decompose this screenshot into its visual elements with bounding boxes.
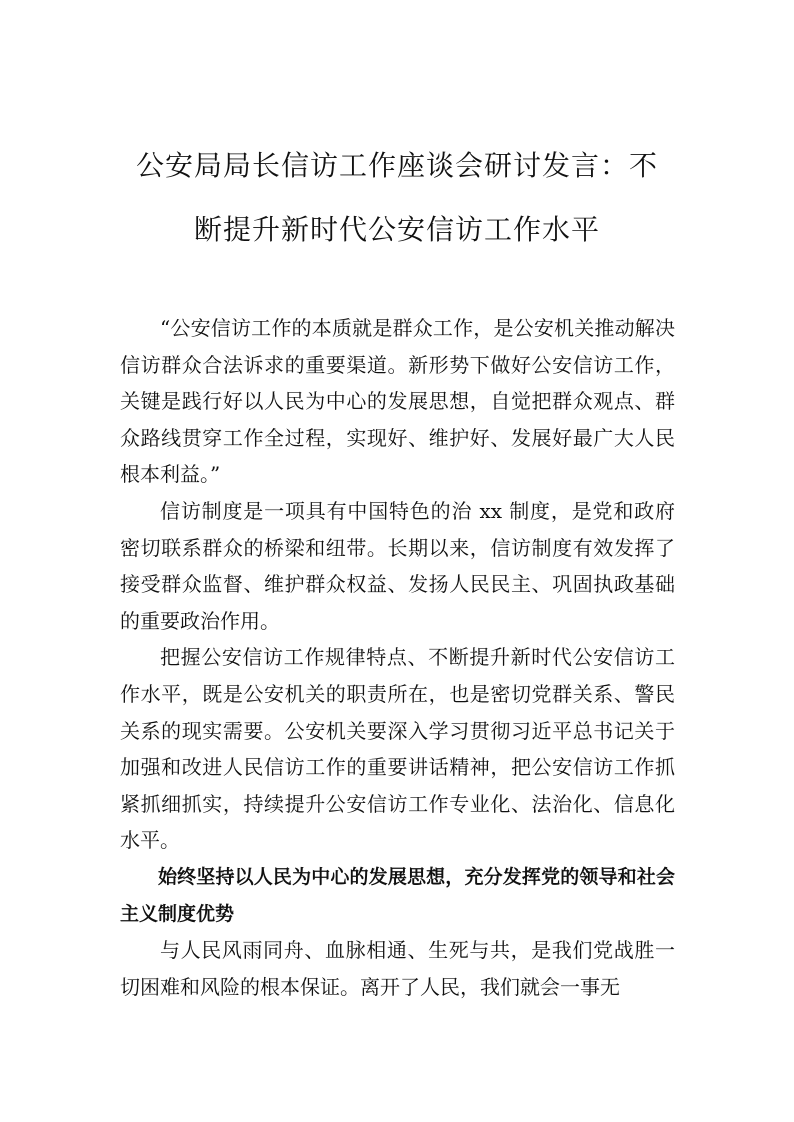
document-body (120, 310, 675, 1005)
document-title-line-2: 断提升新时代公安信访工作水平 (193, 213, 600, 246)
body-paragraph-work-level: 把握公安信访工作规律特点、不断提升新时代公安信访工作水平，既是公安机关的职责所在，也是密切党群关系、警民关系的现实需要。公安机关要深入学习贯彻习近平总书记关于加强和改进人民信访工作的重要讲话精神，把公安信访工作抓紧抓细抓实，持续提升公安信访工作专业化、法治化、信息化水平。 (120, 645, 675, 853)
section-paragraph: 与人民风雨同舟、血脉相通、生死与共，是我们党战胜一切困难和风险的根本保证。离开了人民，我们就会一事无 (120, 938, 675, 999)
body-paragraph-petition-system: 信访制度是一项具有中国特色的治 xx 制度，是党和政府密切联系群众的桥梁和纽带。长期以来，信访制度有效发挥了接受群众监督、维护群众权益、发扬人民民主、巩固执政基础的重要政治作用。 (120, 498, 675, 633)
body-paragraph-quote: “公安信访工作的本质就是群众工作，是公安机关推动解决信访群众合法诉求的重要渠道。新形势下做好公安信访工作，关键是践行好以人民为中心的发展思想，自觉把群众观点、群众路线贯穿工作全过程，实现好、维护好、发展好最广大人民根本利益。” (120, 316, 675, 487)
document-title-line-1: 公安局局长信访工作座谈会研讨发言：不 (135, 149, 658, 182)
section-heading: 始终坚持以人民为中心的发展思想，充分发挥党的领导和社会主义制度优势 (120, 865, 675, 925)
